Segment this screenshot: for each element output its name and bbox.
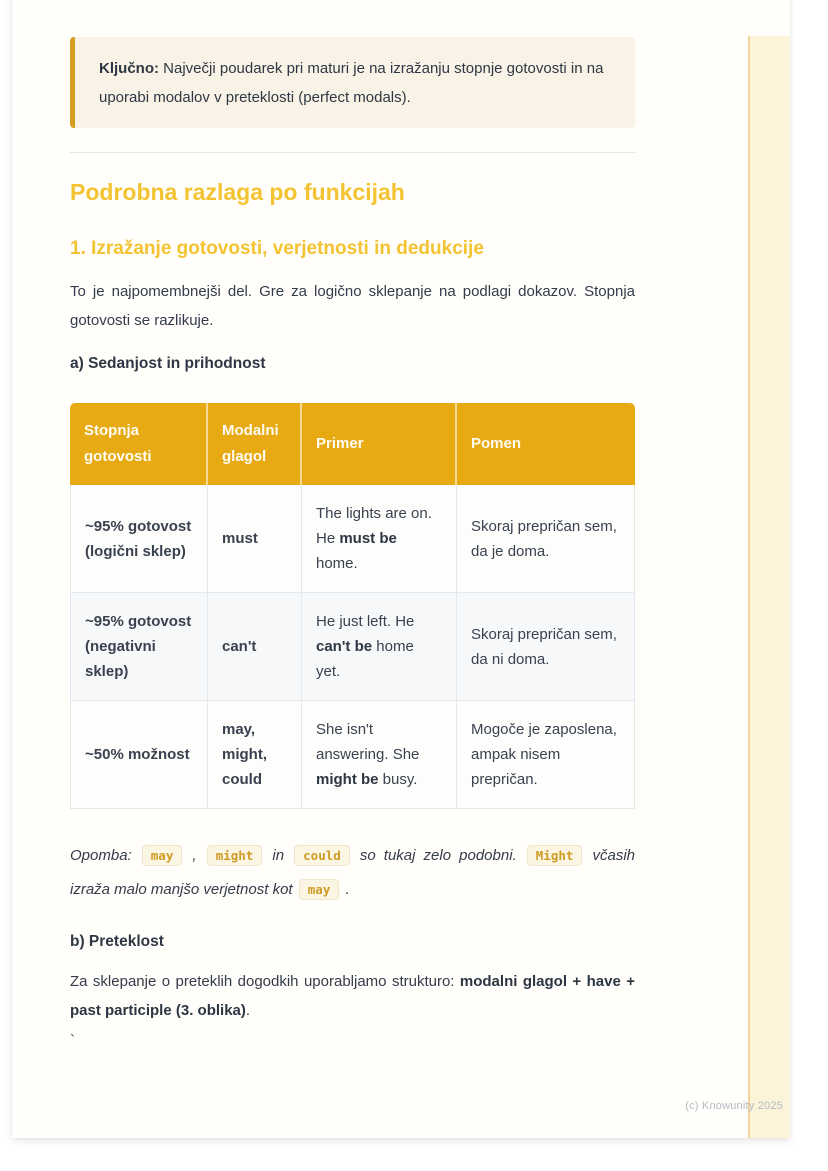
bold-text: must be [339, 530, 397, 547]
table-row [70, 593, 635, 701]
text-run: The lights are on. He [316, 505, 432, 547]
sub-a-heading: a) Sedanjost in prihodnost [70, 355, 266, 372]
key-callout-text [99, 54, 611, 112]
bold-text: modalni glagol + have + past participle (3. oblika) [70, 973, 635, 1019]
key-callout-body: Največji poudarek pri maturi je na izražanju stopnje gotovosti in na uporabi modalov v preteklosti (perfect modals). [99, 60, 604, 106]
text-run: She isn't answering. She [316, 721, 420, 763]
table-header-cell: Pomen [457, 403, 635, 485]
cell-stopnja: ~50% možnost [70, 701, 208, 809]
inline-code-chip: may [142, 845, 183, 866]
text-run: home. [316, 555, 358, 572]
inline-code-chip: could [294, 845, 350, 866]
text-run: He just left. He [316, 613, 415, 630]
cell-primer [302, 701, 457, 809]
inline-code-chip: Might [527, 845, 583, 866]
text-run: Za sklepanje o preteklih dogodkih uporabljamo strukturo: [70, 973, 460, 990]
sub-b-heading: b) Preteklost [70, 933, 164, 950]
page-edge-strip [748, 36, 790, 1138]
table-row [70, 701, 635, 809]
bold-text: might be [316, 771, 379, 788]
modals-table [70, 403, 635, 809]
cell-modal: must [208, 485, 302, 593]
text-run: in [264, 847, 293, 864]
text-run: včasih izraža malo manjšo verjetnost kot [70, 847, 635, 898]
text-run: busy. [378, 771, 418, 788]
copyright-footer: (c) Knowunity 2025 [685, 1100, 783, 1112]
inline-code-chip: might [207, 845, 263, 866]
table-row [70, 485, 635, 593]
note-paragraph [70, 839, 635, 907]
cell-stopnja: ~95% gotovost (logični sklep) [70, 485, 208, 593]
page-content [70, 0, 635, 1051]
table-header-cell: Stopnja gotovosti [70, 403, 208, 485]
table-body [70, 485, 635, 809]
cell-modal: may, might, could [208, 701, 302, 809]
stray-backtick: ` [70, 1032, 75, 1049]
cell-primer [302, 593, 457, 701]
bold-text: can't be [316, 638, 373, 655]
text-run: so tukaj zelo podobni. [351, 847, 525, 864]
key-callout-label: Ključno: [99, 60, 159, 77]
subsection-heading: 1. Izražanje gotovosti, verjetnosti in dedukcije [70, 238, 484, 259]
inline-code-chip: may [299, 879, 340, 900]
cell-modal: can't [208, 593, 302, 701]
table-header-row [70, 403, 635, 485]
cell-pomen: Mogoče je zaposlena, ampak nisem prepričan. [457, 701, 635, 809]
text-run: Opomba: [70, 847, 140, 864]
text-run: , [184, 847, 205, 864]
table-header-cell: Modalni glagol [208, 403, 302, 485]
section-heading: Podrobna razlaga po funkcijah [70, 179, 405, 205]
intro-paragraph: To je najpomembnejši del. Gre za logično sklepanje na podlagi dokazov. Stopnja gotovosti se razlikuje. [70, 283, 635, 329]
cell-pomen: Skoraj prepričan sem, da je doma. [457, 485, 635, 593]
table-header-cell: Primer [302, 403, 457, 485]
text-run: . [341, 881, 350, 898]
cell-pomen: Skoraj prepričan sem, da ni doma. [457, 593, 635, 701]
cell-primer [302, 485, 457, 593]
key-callout [70, 37, 635, 128]
document-page [12, 0, 790, 1138]
text-run: . [245, 1002, 251, 1019]
cell-stopnja: ~95% gotovost (negativni sklep) [70, 593, 208, 701]
text-run: home yet. [316, 638, 414, 680]
section-divider [70, 152, 635, 153]
past-paragraph [70, 967, 635, 1025]
